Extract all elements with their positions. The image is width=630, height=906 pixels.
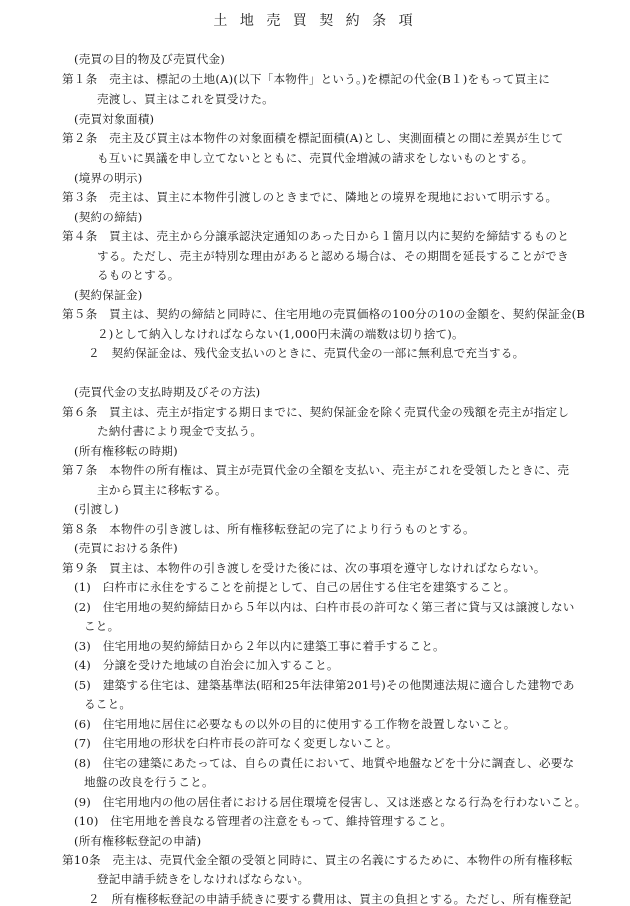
condition-item: (6) 住宅用地に居住に必要なもの以外の目的に使用する工作物を設置しないこと。 <box>74 717 516 731</box>
article-4-cont: する。ただし、売主が特別な理由があると認める場合は、その期間を延長することができ <box>97 249 569 263</box>
heading-art7: (所有権移転の時期) <box>74 444 178 458</box>
condition-item: (5) 建築する住宅は、建築基準法(昭和25年法律第201号)その他関連法規に適合した建物であ <box>74 678 575 692</box>
article-10-para2: ２ 所有権移転登記の申請手続きに要する費用は、買主の負担とする。ただし、所有権登記 <box>88 892 572 906</box>
heading-art10: (所有権移転登記の申請) <box>74 834 202 848</box>
article-4: 第４条 買主は、売主から分譲承認決定通知のあった日から１箇月以内に契約を締結するものと <box>62 229 570 243</box>
condition-item: (7) 住宅用地の形状を臼杵市長の許可なく変更しないこと。 <box>74 736 398 750</box>
heading-art6: (売買代金の支払時期及びその方法) <box>74 385 261 399</box>
condition-item: (10) 住宅用地を善良なる管理者の注意をもって、維持管理すること。 <box>74 814 453 828</box>
heading-art4: (契約の締結) <box>74 210 143 224</box>
heading-art5: (契約保証金) <box>74 288 143 302</box>
heading-art3: (境界の明示) <box>74 171 143 185</box>
article-6: 第６条 買主は、売主が指定する期日までに、契約保証金を除く売買代金の残額を売主が指定し <box>62 405 570 419</box>
article-2-cont: も互いに異議を申し立てないとともに、売買代金増減の請求をしないものとする。 <box>97 151 534 165</box>
condition-item: (4) 分譲を受けた地域の自治会に加入すること。 <box>74 658 339 672</box>
article-7: 第７条 本物件の所有権は、買主が売買代金の全額を支払い、売主がこれを受領したときに、売 <box>62 463 570 477</box>
condition-item-cont: 地盤の改良を行うこと。 <box>84 775 214 789</box>
document-title: 土 地 売 買 契 約 条 項 <box>213 13 417 29</box>
condition-item: (9) 住宅用地内の他の居住者における居住環境を侵害し、又は迷惑となる行為を行わないこと。 <box>74 795 587 809</box>
article-3: 第３条 売主は、買主に本物件引渡しのときまでに、隣地との境界を現地において明示する。 <box>62 190 558 204</box>
heading-art8: (引渡し) <box>74 502 119 516</box>
condition-item: (3) 住宅用地の契約締結日から２年以内に建築工事に着手すること。 <box>74 639 445 653</box>
heading-art2: (売買対象面積) <box>74 112 155 126</box>
article-1: 第１条 売主は、標記の土地(A)(以下「本物件」という。)を標記の代金(B１)をもって買主に <box>62 72 550 86</box>
article-6-cont: た納付書により現金で支払う。 <box>97 424 263 438</box>
condition-item: (8) 住宅の建築にあたっては、自らの責任において、地質や地盤などを十分に調査し、必要な <box>74 756 575 770</box>
article-2: 第２条 売主及び買主は本物件の対象面積を標記面積(A)とし、実測面積との間に差異が生じて <box>62 131 564 145</box>
condition-item: (2) 住宅用地の契約締結日から５年以内は、臼杵市長の許可なく第三者に貸与又は譲渡しない <box>74 600 575 614</box>
article-10-cont: 登記申請手続きをしなければならない。 <box>97 872 310 886</box>
article-9: 第９条 買主は、本物件の引き渡しを受けた後には、次の事項を遵守しなければならない。 <box>62 561 546 575</box>
heading-art9: (売買における条件) <box>74 541 178 555</box>
article-5-para2: ２ 契約保証金は、残代金支払いのときに、売買代金の一部に無利息で充当する。 <box>88 346 525 360</box>
article-8: 第８条 本物件の引き渡しは、所有権移転登記の完了により行うものとする。 <box>62 522 475 536</box>
article-10: 第10条 売主は、売買代金全額の受領と同時に、買主の名義にするために、本物件の所有権移転 <box>62 853 573 867</box>
article-5: 第５条 買主は、契約の締結と同時に、住宅用地の売買価格の100分の10の金額を、契約保証金(B <box>62 307 586 321</box>
article-5-cont: ２)として納入しなければならない(1,000円未満の端数は切り捨て)。 <box>97 327 464 341</box>
condition-item: (1) 臼杵市に永住をすることを前提として、自己の居住する住宅を建築すること。 <box>74 580 516 594</box>
article-7-cont: 主から買主に移転する。 <box>97 483 227 497</box>
condition-item-cont: こと。 <box>84 619 120 633</box>
condition-item-cont: ること。 <box>84 697 132 711</box>
article-4-cont: るものとする。 <box>97 268 180 282</box>
heading-art1: (売買の目的物及び売買代金) <box>74 52 225 66</box>
article-1-cont: 売渡し、買主はこれを買受けた。 <box>97 92 274 106</box>
